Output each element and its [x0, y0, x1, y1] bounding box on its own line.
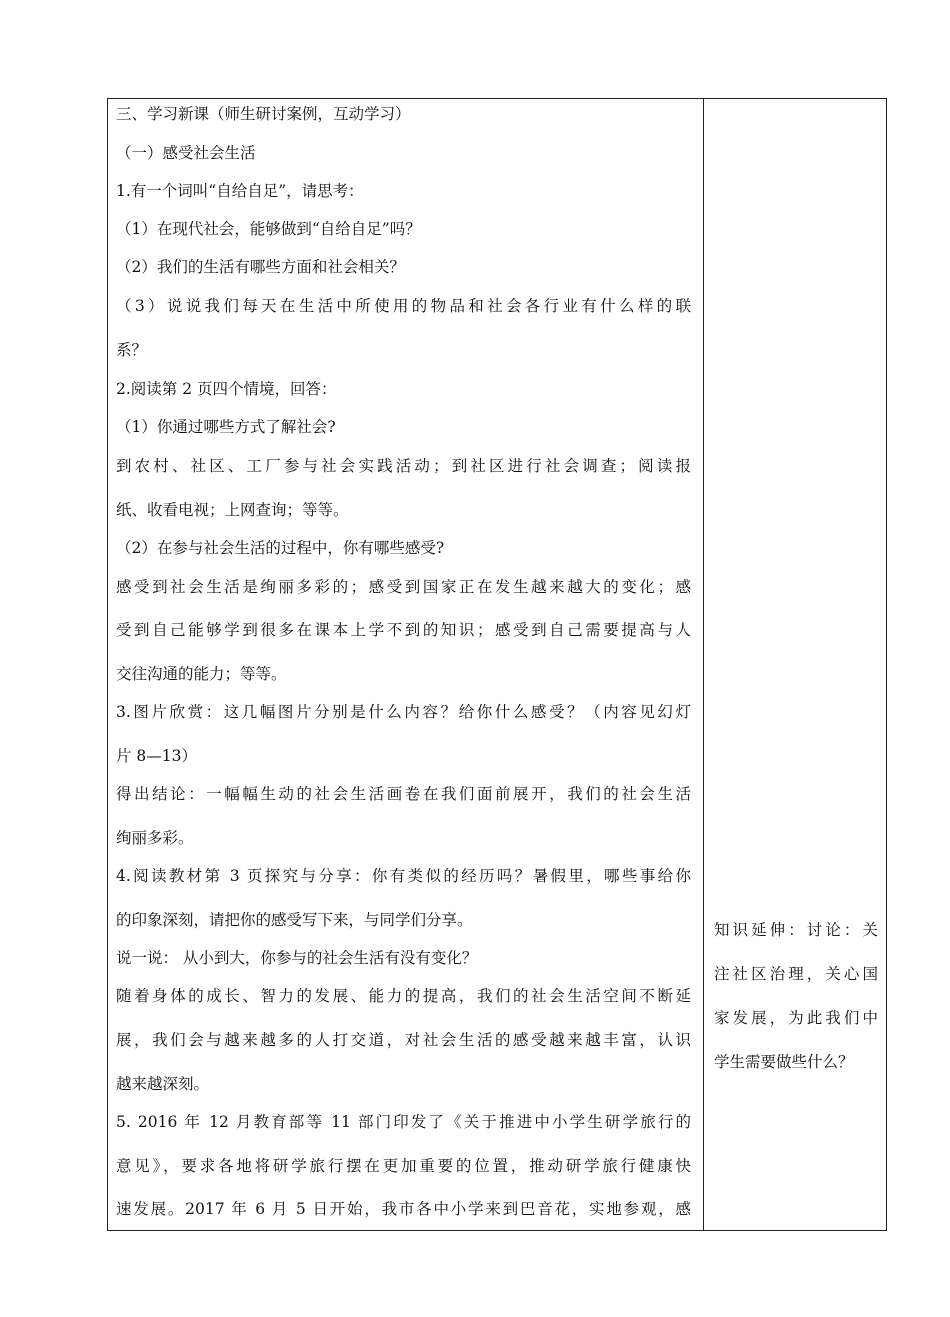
text-line: 5. 2016 年 12 月教育部等 11 部门印发了《关于推进中小学生研学旅行的 — [116, 1113, 691, 1131]
text-line: 速发展。2017 年 6 月 5 日开始，我市各中小学来到巴音花，实地参观，感 — [116, 1200, 691, 1218]
section-heading: 三、学习新课（师生研讨案例，互动学习） — [116, 105, 411, 123]
text-line: （3）说说我们每天在生活中所使用的物品和社会各行业有什么样的联 — [116, 297, 691, 315]
text-line: 系？ — [116, 341, 148, 359]
text-line: （2）在参与社会生活的过程中，你有哪些感受? — [116, 539, 445, 557]
text-line: 越来越深刻。 — [116, 1075, 210, 1093]
text-line: 的印象深刻，请把你的感受写下来，与同学们分享。 — [116, 911, 473, 929]
subsection-heading: （一）感受社会生活 — [116, 144, 256, 162]
text-line: 随着身体的成长、智力的发展、能力的提高，我们的社会生活空间不断延 — [116, 987, 691, 1005]
text-line: 感受到社会生活是绚丽多彩的；感受到国家正在发生越来越大的变化；感 — [116, 578, 691, 596]
text-line: 片 8—13） — [116, 747, 198, 765]
text-line: 绚丽多彩。 — [116, 829, 194, 847]
side-note-line: 家发展，为此我们中 — [714, 1009, 878, 1027]
text-line: 说一说： 从小到大，你参与的社会生活有没有变化？ — [116, 949, 478, 967]
text-line: 受到自己能够学到很多在课本上学不到的知识；感受到自己需要提高与人 — [116, 621, 691, 639]
text-line: 交往沟通的能力；等等。 — [116, 665, 287, 683]
text-line: （2）我们的生活有哪些方面和社会相关？ — [116, 258, 405, 276]
side-note-line: 知识延伸：讨论：关 — [714, 921, 878, 939]
text-line: 展，我们会与越来越多的人打交道，对社会生活的感受越来越丰富，认识 — [116, 1031, 691, 1049]
text-line: 2.阅读第 2 页四个情境，回答： — [116, 380, 337, 398]
side-note-line: 注社区治理，关心国 — [714, 965, 878, 983]
text-line: 3.图片欣赏：这几幅图片分别是什么内容？给你什么感受？（内容见幻灯 — [116, 703, 691, 721]
text-line: 意见》，要求各地将研学旅行摆在更加重要的位置，推动研学旅行健康快 — [116, 1157, 691, 1175]
text-line: （1）在现代社会，能够做到“自给自足”吗？ — [116, 220, 421, 238]
text-line: 到农村、社区、工厂参与社会实践活动；到社区进行社会调查；阅读报 — [116, 457, 691, 475]
side-note-line: 学生需要做些什么？ — [714, 1053, 854, 1071]
text-line: 纸、收看电视；上网查询；等等。 — [116, 501, 349, 519]
text-line: 1.有一个词叫“自给自足”，请思考： — [116, 182, 364, 200]
text-line: （1）你通过哪些方式了解社会? — [116, 418, 336, 436]
column-divider — [703, 98, 704, 1231]
text-line: 4.阅读教材第 3 页探究与分享：你有类似的经历吗？暑假里，哪些事给你 — [116, 867, 691, 885]
text-line: 得出结论：一幅幅生动的社会生活画卷在我们面前展开，我们的社会生活 — [116, 785, 691, 803]
